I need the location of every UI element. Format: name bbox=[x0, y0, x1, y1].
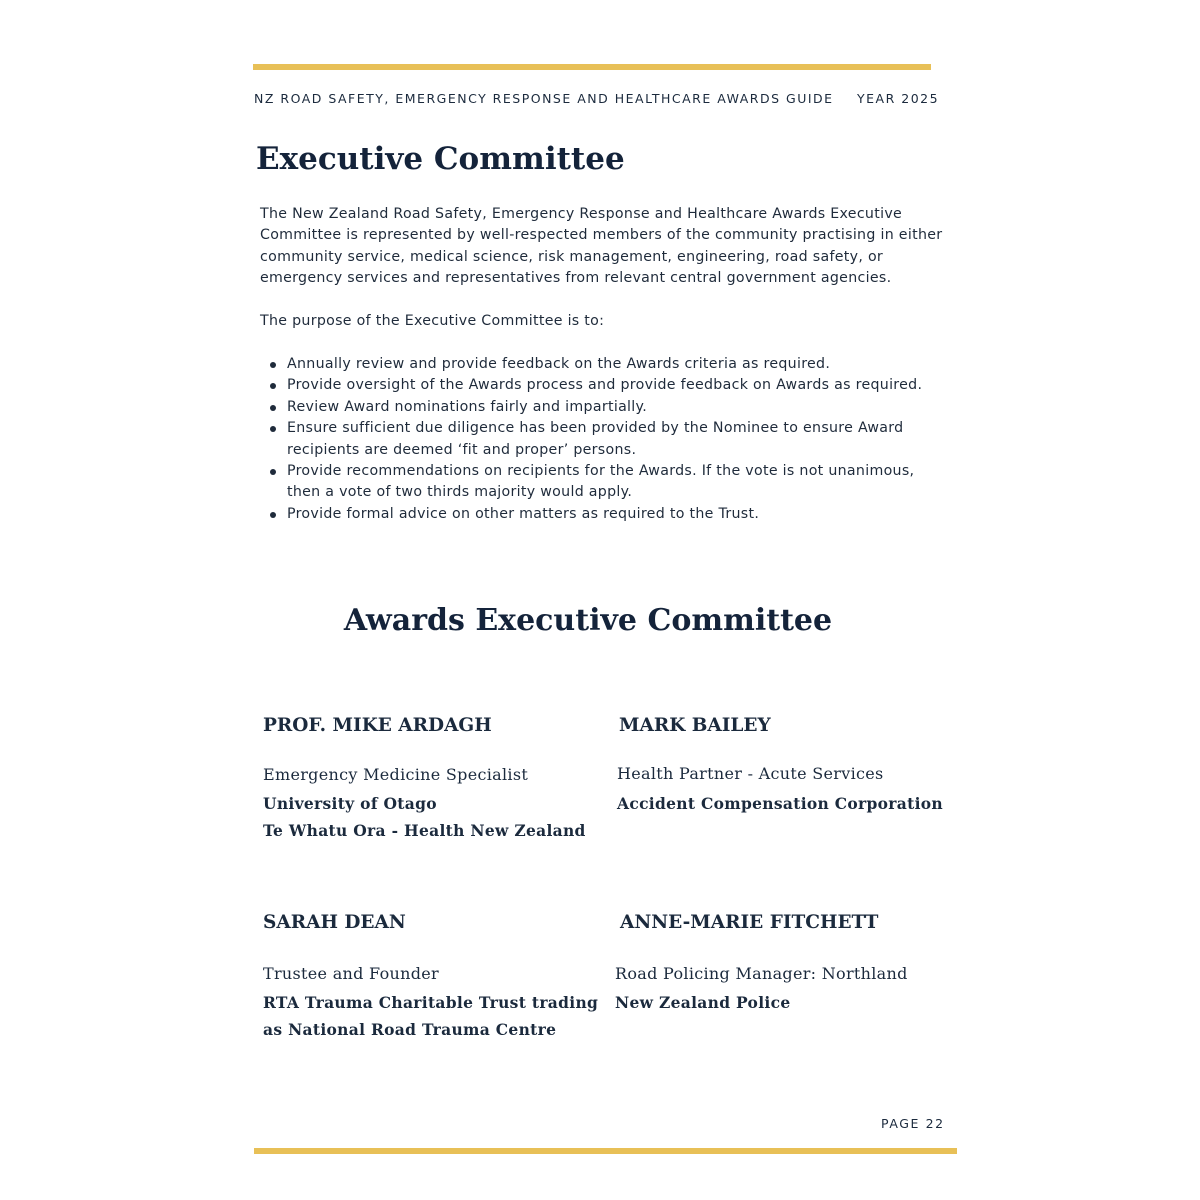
purpose-item: Annually review and provide feedback on the Awards criteria as required. bbox=[260, 354, 940, 375]
member-role: Emergency Medicine Specialist bbox=[263, 765, 529, 784]
member-organisation: Te Whatu Ora - Health New Zealand bbox=[263, 821, 586, 840]
member-card-sarah-dean bbox=[263, 911, 599, 1039]
purpose-item: Ensure sufficient due diligence has been provided by the Nominee to ensure Award recipients are deemed ‘fit and proper’ persons. bbox=[260, 418, 940, 461]
intro-paragraph: The New Zealand Road Safety, Emergency Response and Healthcare Awards Executive Committee is represented by well-respected members of the community practising in either community service, medical science, risk management, engineering, road safety, or emergency services and representatives from relevant central government agencies. bbox=[260, 206, 943, 287]
purpose-item: Provide formal advice on other matters as required to the Trust. bbox=[260, 504, 940, 525]
member-organisation: RTA Trauma Charitable Trust trading bbox=[263, 993, 599, 1012]
bottom-accent-rule bbox=[254, 1148, 957, 1154]
member-role: Road Policing Manager: Northland bbox=[615, 964, 908, 983]
committee-title: Awards Executive Committee bbox=[343, 603, 833, 638]
running-header-year: YEAR 2025 bbox=[857, 91, 940, 106]
member-card-mike-ardagh bbox=[263, 714, 586, 840]
member-card-anne-marie-fitchett bbox=[615, 911, 908, 1012]
purpose-lead: The purpose of the Executive Committee is to: bbox=[260, 313, 605, 329]
member-role: Trustee and Founder bbox=[263, 964, 439, 983]
member-organisation: as National Road Trauma Centre bbox=[263, 1020, 557, 1039]
purpose-list bbox=[260, 354, 940, 525]
member-card-mark-bailey bbox=[617, 714, 943, 813]
member-name: ANNE-MARIE FITCHETT bbox=[620, 912, 879, 933]
member-name: MARK BAILEY bbox=[619, 715, 771, 736]
page-number: PAGE 22 bbox=[881, 1116, 945, 1131]
running-header-title: NZ ROAD SAFETY, EMERGENCY RESPONSE AND HEALTHCARE AWARDS GUIDE bbox=[254, 91, 834, 106]
member-organisation: New Zealand Police bbox=[615, 993, 791, 1012]
member-organisation: University of Otago bbox=[263, 794, 437, 813]
member-organisation: Accident Compensation Corporation bbox=[617, 794, 943, 813]
top-accent-rule bbox=[253, 64, 931, 70]
member-role: Health Partner - Acute Services bbox=[617, 764, 884, 783]
purpose-item: Provide recommendations on recipients for the Awards. If the vote is not unanimous, then a vote of two thirds majority would apply. bbox=[260, 461, 940, 504]
member-name: PROF. MIKE ARDAGH bbox=[263, 715, 492, 736]
purpose-item: Review Award nominations fairly and impartially. bbox=[260, 397, 940, 418]
member-name: SARAH DEAN bbox=[263, 912, 406, 933]
purpose-item: Provide oversight of the Awards process and provide feedback on Awards as required. bbox=[260, 375, 940, 396]
section-title: Executive Committee bbox=[256, 141, 625, 177]
